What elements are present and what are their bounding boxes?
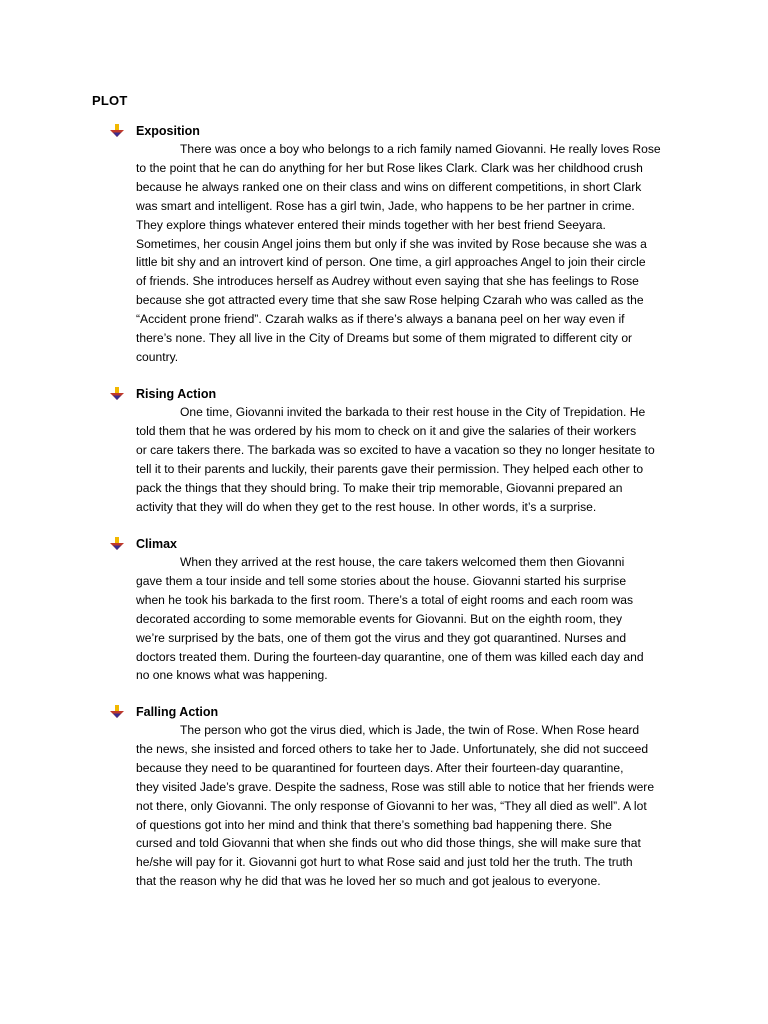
arrow-down-bullet-icon: [108, 123, 126, 139]
paragraph-line: not there, only Giovanni. The only response of Giovanni to her was, “They all died as well”. A lot: [136, 798, 647, 813]
paragraph-line: There was once a boy who belongs to a rich family named Giovanni. He really loves Rose: [180, 142, 661, 156]
paragraph-line: little bit shy and an introvert kind of person. One time, a girl approaches Angel to join their circle: [136, 255, 646, 270]
paragraph-line: because he always ranked one on their class and wins on different competitions, in short Clark: [136, 179, 642, 194]
paragraph-line: tell it to their parents and luckily, their parents gave their permission. They helped each other to: [136, 461, 644, 476]
paragraph-line: country.: [136, 349, 179, 364]
section-heading-row: [108, 385, 216, 403]
paragraph-line: we’re surprised by the bats, one of them got the virus and they got quarantined. Nurses and: [136, 630, 627, 645]
paragraph-line: One time, Giovanni invited the barkada to their rest house in the City of Trepidation. He: [180, 405, 646, 419]
paragraph-line: because they need to be quarantined for fourteen days. After their fourteen-day quarantine,: [136, 760, 624, 775]
paragraph-line: decorated according to some memorable events for Giovanni. But on the eighth room, they: [136, 611, 623, 626]
arrow-down-bullet-icon: [108, 704, 126, 720]
arrow-down-bullet-icon: [108, 536, 126, 552]
paragraph-line: Sometimes, her cousin Angel joins them but only if she was invited by Rose because she was a: [136, 236, 647, 251]
section-heading: Rising Action: [136, 387, 217, 401]
paragraph-line: doctors treated them. During the fourteen-day quarantine, one of them was killed each day and: [136, 649, 644, 664]
paragraph-line: The person who got the virus died, which is Jade, the twin of Rose. When Rose heard: [180, 723, 640, 737]
section-body: [136, 140, 676, 367]
paragraph-line: they visited Jade’s grave. Despite the sadness, Rose was still able to notice that her friends were: [136, 779, 655, 794]
paragraph-line: When they arrived at the rest house, the care takers welcomed them then Giovanni: [180, 555, 625, 569]
paragraph-line: when he took his barkada to the first room. There’s a total of eight rooms and each room was: [136, 592, 634, 607]
paragraph-line: no one knows what was happening.: [136, 668, 328, 683]
section-body: [136, 553, 676, 685]
section-heading-row: [108, 703, 218, 721]
paragraph-line: to the point that he can do anything for her but Rose likes Clark. Clark was her childhood crush: [136, 160, 643, 175]
section-heading: Falling Action: [136, 705, 219, 719]
paragraph-line: the news, she insisted and forced others to take her to Jade. Unfortunately, she did not succeed: [136, 741, 649, 756]
section-body: [136, 721, 676, 891]
paragraph-line: because she got attracted every time that she saw Rose helping Czarah who was called as the: [136, 293, 644, 308]
arrow-down-bullet-icon: [108, 386, 126, 402]
section-heading-row: [108, 122, 200, 140]
paragraph-line: of friends. She introduces herself as Audrey without even saying that she has feelings to Rose: [136, 274, 639, 289]
paragraph-line: told them that he was ordered by his mom to check on it and give the salaries of their workers: [136, 423, 637, 438]
section-heading: Climax: [136, 537, 177, 551]
paragraph-line: cursed and told Giovanni that when she finds out who did those things, she will make sure that: [136, 836, 641, 851]
paragraph-line: “Accident prone friend”. Czarah walks as if there’s always a banana peel on her way even if: [136, 312, 625, 327]
section-heading: Exposition: [136, 124, 200, 138]
paragraph-line: pack the things that they should bring. To make their trip memorable, Giovanni prepared an: [136, 480, 623, 495]
paragraph-line: or care takers there. The barkada was so excited to have a vacation so they no longer hesitate to: [136, 442, 655, 457]
paragraph-line: gave them a tour inside and tell some stories about the house. Giovanni started his surprise: [136, 573, 627, 588]
page-title: PLOT: [92, 93, 128, 108]
paragraph-line: there’s none. They all live in the City of Dreams but some of them migrated to different city or: [136, 331, 633, 346]
paragraph-line: was smart and intelligent. Rose has a girl twin, Jade, who happens to be her partner in crime.: [136, 198, 635, 213]
paragraph-line: he/she will pay for it. Giovanni got hurt to what Rose said and just told her the truth. The truth: [136, 855, 633, 870]
section-body: [136, 403, 676, 516]
paragraph-line: activity that they will do when they get to the rest house. In other words, it’s a surprise.: [136, 499, 597, 514]
section-heading-row: [108, 535, 177, 553]
paragraph-line: of questions got into her mind and think that there’s something bad happening there. She: [136, 817, 612, 832]
paragraph-line: They explore things whatever entered their minds together with her best friend Seeyara.: [136, 217, 606, 232]
paragraph-line: that the reason why he did that was he loved her so much and got jealous to everyone.: [136, 874, 601, 889]
